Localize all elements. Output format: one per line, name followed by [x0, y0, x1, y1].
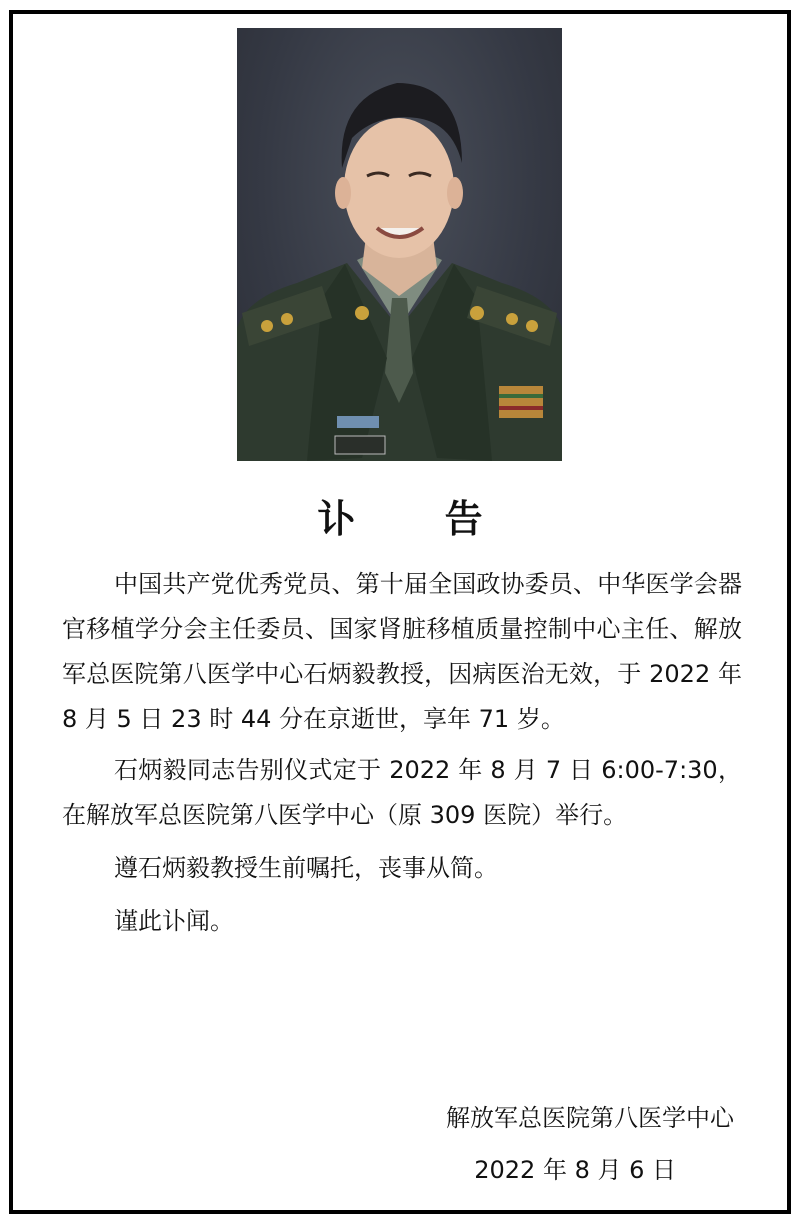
notice-body — [62, 562, 742, 952]
notice-paragraph: 中国共产党优秀党员、第十届全国政协委员、中华医学会器官移植学分会主任委员、国家肾脏移植质量控制中心主任、解放军总医院第八医学中心石炳毅教授，因病医治无效，于 2022 年 8 月 5 日 23 时 44 分在京逝世，享年 71 岁。 — [62, 570, 742, 733]
notice-title: 讣 告 — [317, 497, 521, 541]
signature-date: 2022 年 8 月 6 日 — [474, 1156, 676, 1184]
portrait-illustration — [237, 28, 562, 461]
notice-paragraph: 遵石炳毅教授生前嘱托，丧事从简。 — [114, 854, 498, 882]
signature-block — [446, 1092, 734, 1196]
portrait-photo — [237, 28, 562, 461]
notice-paragraph: 谨此讣闻。 — [114, 907, 234, 935]
notice-paragraph: 石炳毅同志告别仪式定于 2022 年 8 月 7 日 6:00-7:30，在解放军总医院第八医学中心（原 309 医院）举行。 — [62, 756, 742, 829]
signature-organization: 解放军总医院第八医学中心 — [446, 1104, 734, 1132]
